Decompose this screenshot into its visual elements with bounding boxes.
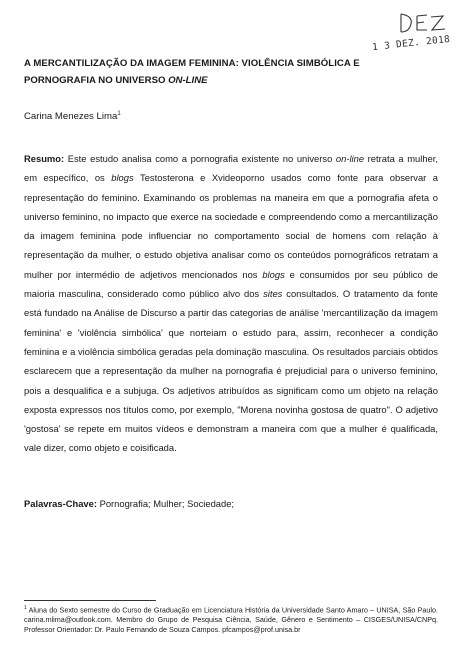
- abstract-label: Resumo:: [24, 153, 65, 164]
- keywords-label: Palavras-Chave:: [24, 498, 97, 509]
- date-stamp: 1 3 DEZ. 2018: [371, 33, 451, 54]
- author-name: Carina Menezes Lima$^1$: [24, 111, 121, 123]
- paper-title-line2: PORNOGRAFIA NO UNIVERSO ON-LINE: [24, 75, 208, 86]
- author-footnote-mark: 1: [117, 111, 121, 117]
- footnote: $^1$ Aluna do Sexto semestre do Curso de Graduação em Licenciatura História da Universidade Santo Amaro – UNISA, São Paulo. carina.mlima@outlook.com. Membro do Grupo de Pesquisa Ciência, Saúde, Gênero e Sentimento – CISGES/UNISA/CNPq. Professor Orientador: Dr. Paulo Fernando de Souza Campos. pfcampos@prof.unisa.br: [24, 605, 438, 634]
- keywords: Palavras-Chave: Pornografia; Mulher; Sociedade;: [24, 498, 235, 509]
- handwritten-annotation: [397, 8, 449, 38]
- footnote-divider: [24, 600, 156, 601]
- paper-title: A MERCANTILIZAÇÃO DA IMAGEM FEMININA: VIOLÊNCIA SIMBÓLICA E: [24, 58, 360, 69]
- abstract: Resumo: Este estudo analisa como a pornografia existente no universo on-line retrata a mulher, em específico, os blogs Testosterona e Xvideoporno usados como fonte para observar a representação do feminino. Examinando os problemas na maneira em que a pornografia afeta o universo feminino, no impacto que exerce na sociedade e compreendendo como a mercantilização da imagem feminina pode influenciar no comportamento social de homens com relação à representação da mulher, o estudo objetiva analisar como os conteúdos pornográficos retratam a mulher por intermédio de adjetivos mencionados nos blogs e consumidos por seu público de maioria masculina, considerado como público alvo dos sites consultados. O tratamento da fonte está fundado na Análise de Discurso a partir das categorias de análise 'mercantilização da imagem feminina' e 'violência simbólica' que norteiam o estudo para, assim, reconhecer a condição feminina e a violência simbólica geradas pela dominação masculina. Os resultados parciais obtidos esclarecem que a representação da mulher na pornografia é prejudicial para o universo feminino, pois a desqualifica e a subjuga. Os adjetivos atribuídos as significam como um objeto na relação exposta expressos nos títulos como, por exemplo, "Morena novinha gostosa de quatro". O adjetivo 'gostosa' se repete em muitos vídeos e demonstram a maneira com que a mulher é qualificada, vale dizer, como objeto e coisificada.: [24, 153, 438, 454]
